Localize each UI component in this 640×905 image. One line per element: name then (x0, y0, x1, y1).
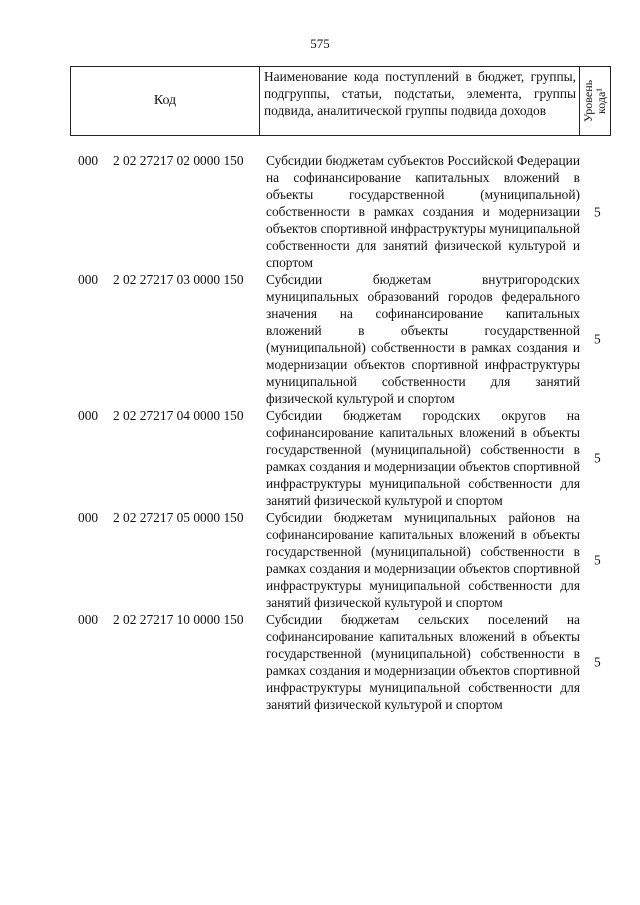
code-level: 5 (594, 204, 601, 219)
table-row (0, 509, 640, 611)
income-code: 2 02 27217 05 0000 150 (113, 510, 244, 525)
income-description: Субсидии бюджетам внутригородских муниципальных образований городов федерального значения на софинансирование капитальных вложений в объекты государственной (муниципальной) собственности в рамках создания и модернизации объектов спортивной инфраструктуры муниципальной собственности для занятий физической культурой и спортом (266, 272, 580, 406)
income-code: 2 02 27217 03 0000 150 (113, 272, 244, 287)
table-header (70, 66, 611, 136)
income-description: Субсидии бюджетам субъектов Российской Федерации на софинансирование капитальных вложений в объекты государственной (муниципальной) собственности в рамках создания и модернизации объектов спортивной инфраструктуры муниципальной собственности для занятий физической культурой и спортом (266, 153, 580, 270)
income-description: Субсидии бюджетам муниципальных районов на софинансирование капитальных вложений в объекты государственной (муниципальной) собственности в рамках создания и модернизации объектов спортивной инфраструктуры муниципальной собственности для занятий физической культурой и спортом (266, 510, 580, 610)
code-level: 5 (594, 654, 601, 670)
table-row (0, 152, 640, 271)
table-body (0, 152, 640, 713)
income-description: Субсидии бюджетам сельских поселений на софинансирование капитальных вложений в объекты государственной (муниципальной) собственности в рамках создания и модернизации объектов спортивной инфраструктуры муниципальной собственности для занятий физической культурой и спортом (266, 612, 580, 712)
income-code: 2 02 27217 04 0000 150 (113, 408, 244, 423)
header-level-label: Уровень кода¹ (581, 79, 608, 123)
table-row (0, 271, 640, 407)
page-number: 575 (310, 36, 330, 51)
code-level: 5 (594, 552, 601, 568)
header-name: Наименование кода поступлений в бюджет, группы, подгруппы, статьи, подстатьи, элемента, группы подвида, аналитической группы подвида доходов (260, 67, 580, 135)
code-level: 5 (594, 450, 601, 466)
admin-code: 000 (78, 612, 99, 627)
header-level (580, 67, 610, 135)
code-level: 5 (594, 331, 601, 347)
header-code: Код (71, 67, 260, 135)
admin-code: 000 (78, 408, 99, 423)
table-row (0, 611, 640, 713)
admin-code: 000 (78, 272, 99, 287)
income-code: 2 02 27217 10 0000 150 (113, 612, 244, 627)
income-code: 2 02 27217 02 0000 150 (113, 153, 244, 168)
table-row (0, 407, 640, 509)
income-description: Субсидии бюджетам городских округов на софинансирование капитальных вложений в объекты государственной (муниципальной) собственности в рамках создания и модернизации объектов спортивной инфраструктуры муниципальной собственности для занятий физической культурой и спортом (266, 408, 580, 508)
admin-code: 000 (78, 153, 99, 168)
admin-code: 000 (78, 510, 99, 525)
